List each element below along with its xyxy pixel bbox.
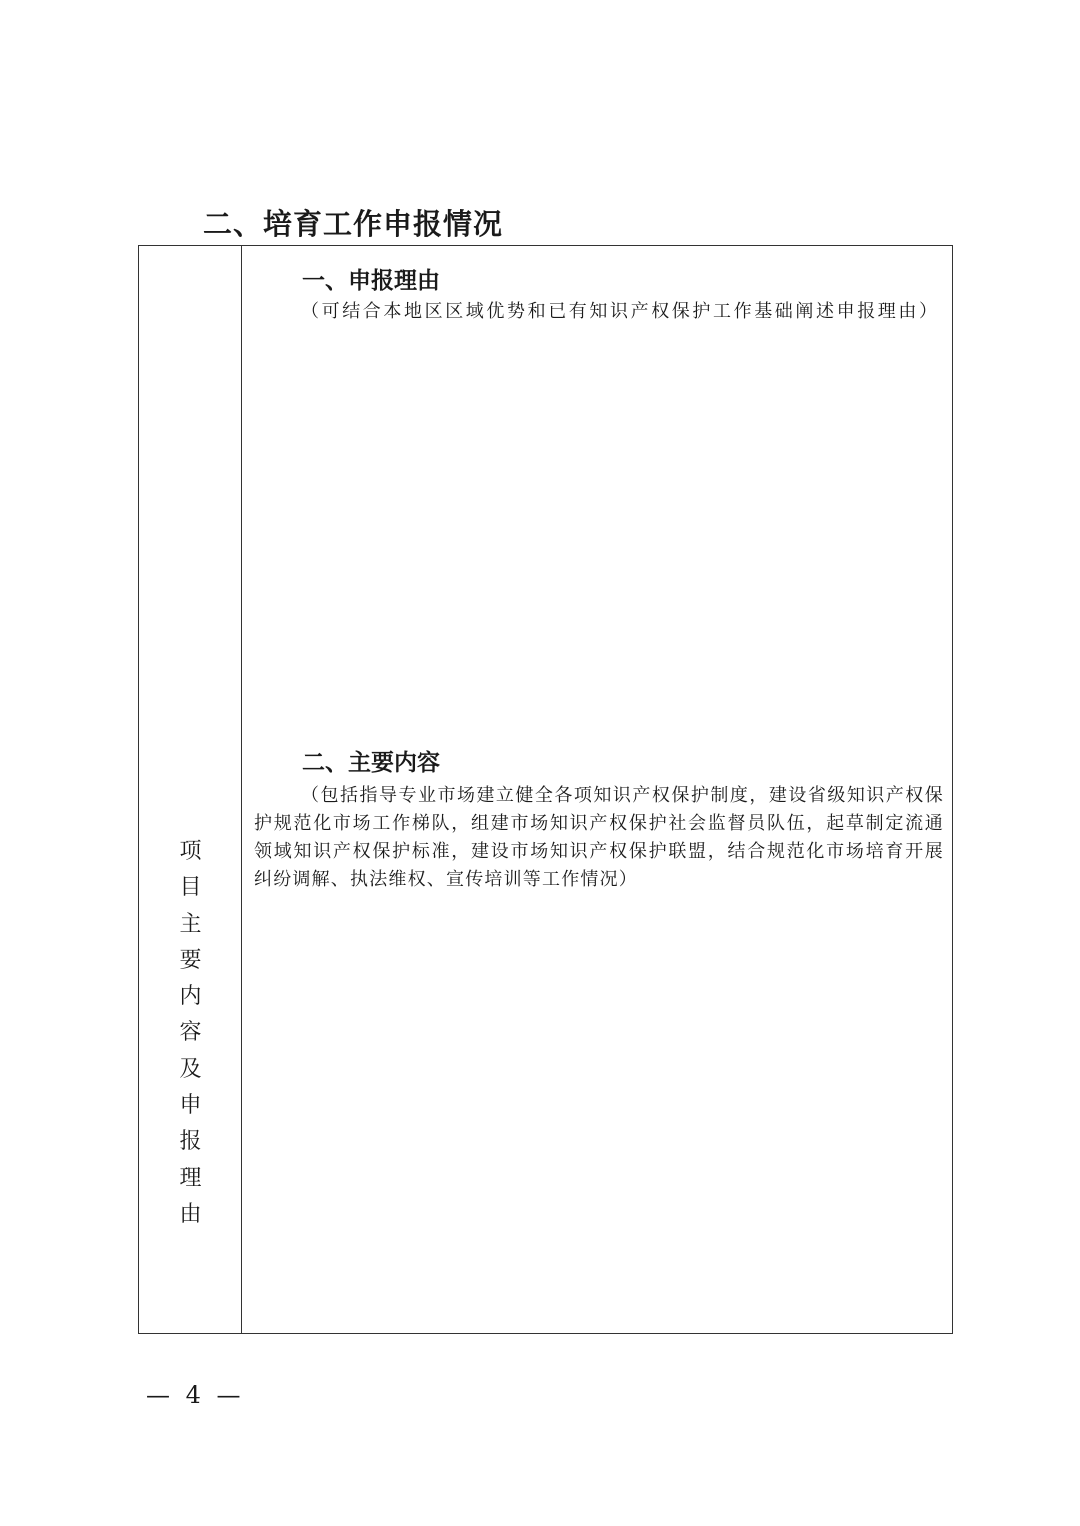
row-label-char: 内 (179, 984, 202, 1010)
section-title: 二、培育工作申报情况 (203, 207, 504, 241)
content-cell[interactable] (242, 246, 952, 1333)
row-label-char: 申 (179, 1093, 202, 1119)
reason-heading: 一、申报理由 (302, 268, 440, 294)
row-label-char: 要 (179, 947, 202, 973)
row-label-vertical-text (139, 834, 242, 1233)
main-content-instruction: （包括指导专业市场建立健全各项知识产权保护制度，建设省级知识产权保护规范化市场工作梯队，组建市场知识产权保护社会监督员队伍，起草制定流通领域知识产权保护标准，建设市场知识产权保护联盟，结合规范化市场培育开展纠纷调解、执法维权、宣传培训等工作情况） (254, 785, 944, 890)
row-label-char: 容 (179, 1020, 202, 1046)
row-label-char: 由 (179, 1201, 202, 1227)
row-label-cell (139, 246, 242, 1333)
row-label-char: 主 (179, 911, 202, 937)
main-content-heading: 二、主要内容 (302, 750, 440, 776)
row-label-char: 项 (179, 839, 202, 864)
page-number: — 4 — (146, 1381, 245, 1409)
row-label-char: 理 (179, 1165, 202, 1191)
row-label-char: 目 (179, 875, 202, 901)
reason-instruction: （可结合本地区区域优势和已有知识产权保护工作基础阐述申报理由） (301, 301, 940, 322)
application-form-table (138, 245, 953, 1334)
row-label-char: 报 (179, 1129, 202, 1155)
row-label-char: 及 (179, 1056, 202, 1082)
